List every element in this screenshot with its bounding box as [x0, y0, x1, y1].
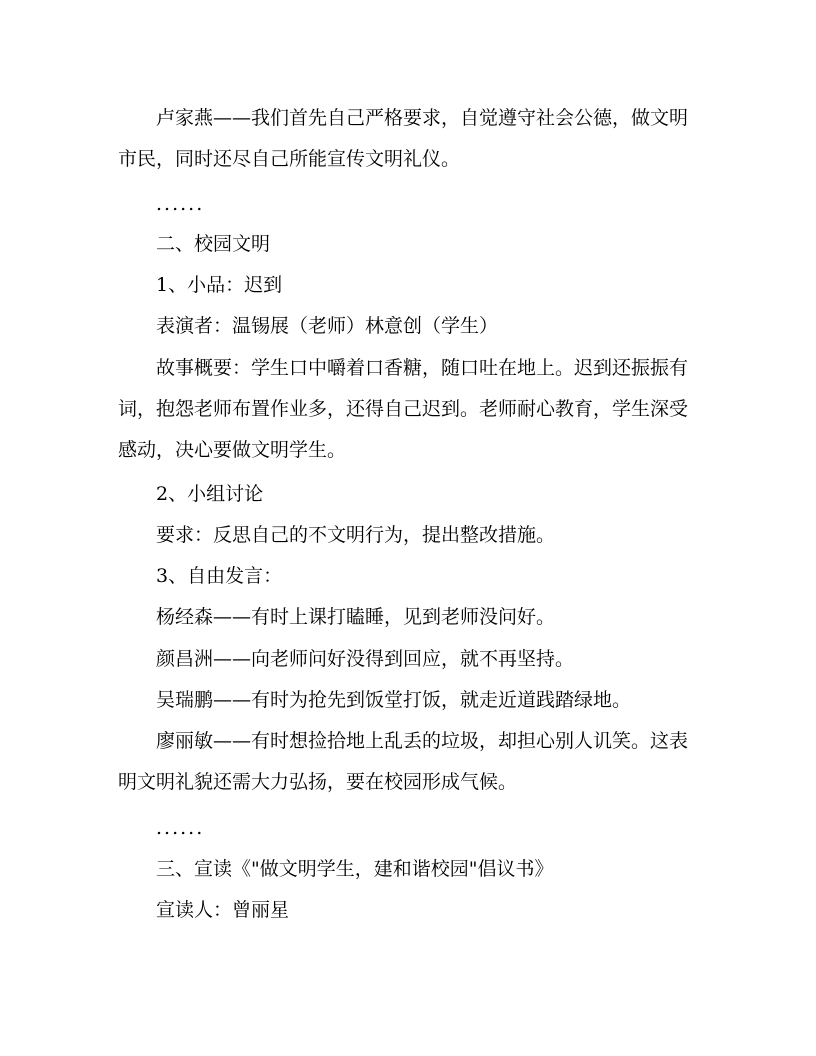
- requirement: 要求：反思自己的不文明行为，提出整改措施。: [156, 524, 556, 546]
- speech-liaolimin: 廖丽敏——有时想捡拾地上乱丢的垃圾，却担心别人讥笑。这表明文明礼貌还需大力弘扬，要在校园形成气候。: [118, 730, 689, 793]
- item-group-discussion: 2、小组讨论: [156, 483, 264, 505]
- section-heading-campus: 二、校园文明: [156, 233, 271, 255]
- ellipsis-2: ......: [156, 817, 205, 839]
- paragraph-lujiayan: 卢家燕——我们首先自己严格要求，自觉遵守社会公德，做文明市民，同时还尽自己所能宣传文明礼仪。: [118, 107, 689, 170]
- speech-yanchangzhou: 颜昌洲——向老师问好没得到回应，就不再坚持。: [156, 648, 575, 670]
- performers: 表演者：温锡展（老师）林意创（学生）: [156, 315, 499, 337]
- speech-yangjingsen: 杨经森——有时上课打瞌睡，见到老师没问好。: [156, 606, 556, 628]
- section-heading-proposal: 三、宣读《"做文明学生，建和谐校园"倡议书》: [156, 858, 554, 880]
- speech-wuruipeng: 吴瑞鹏——有时为抢先到饭堂打饭，就走近道践踏绿地。: [156, 689, 632, 711]
- reader: 宣读人：曾丽星: [156, 899, 290, 921]
- ellipsis-1: ......: [156, 193, 205, 215]
- item-skit: 1、小品：迟到: [156, 274, 283, 296]
- item-free-speech: 3、自由发言：: [156, 565, 283, 587]
- story-summary: 故事概要：学生口中嚼着口香糖，随口吐在地上。迟到还振振有词，抱怨老师布置作业多，还得自己迟到。老师耐心教育，学生深受感动，决心要做文明学生。: [118, 357, 689, 461]
